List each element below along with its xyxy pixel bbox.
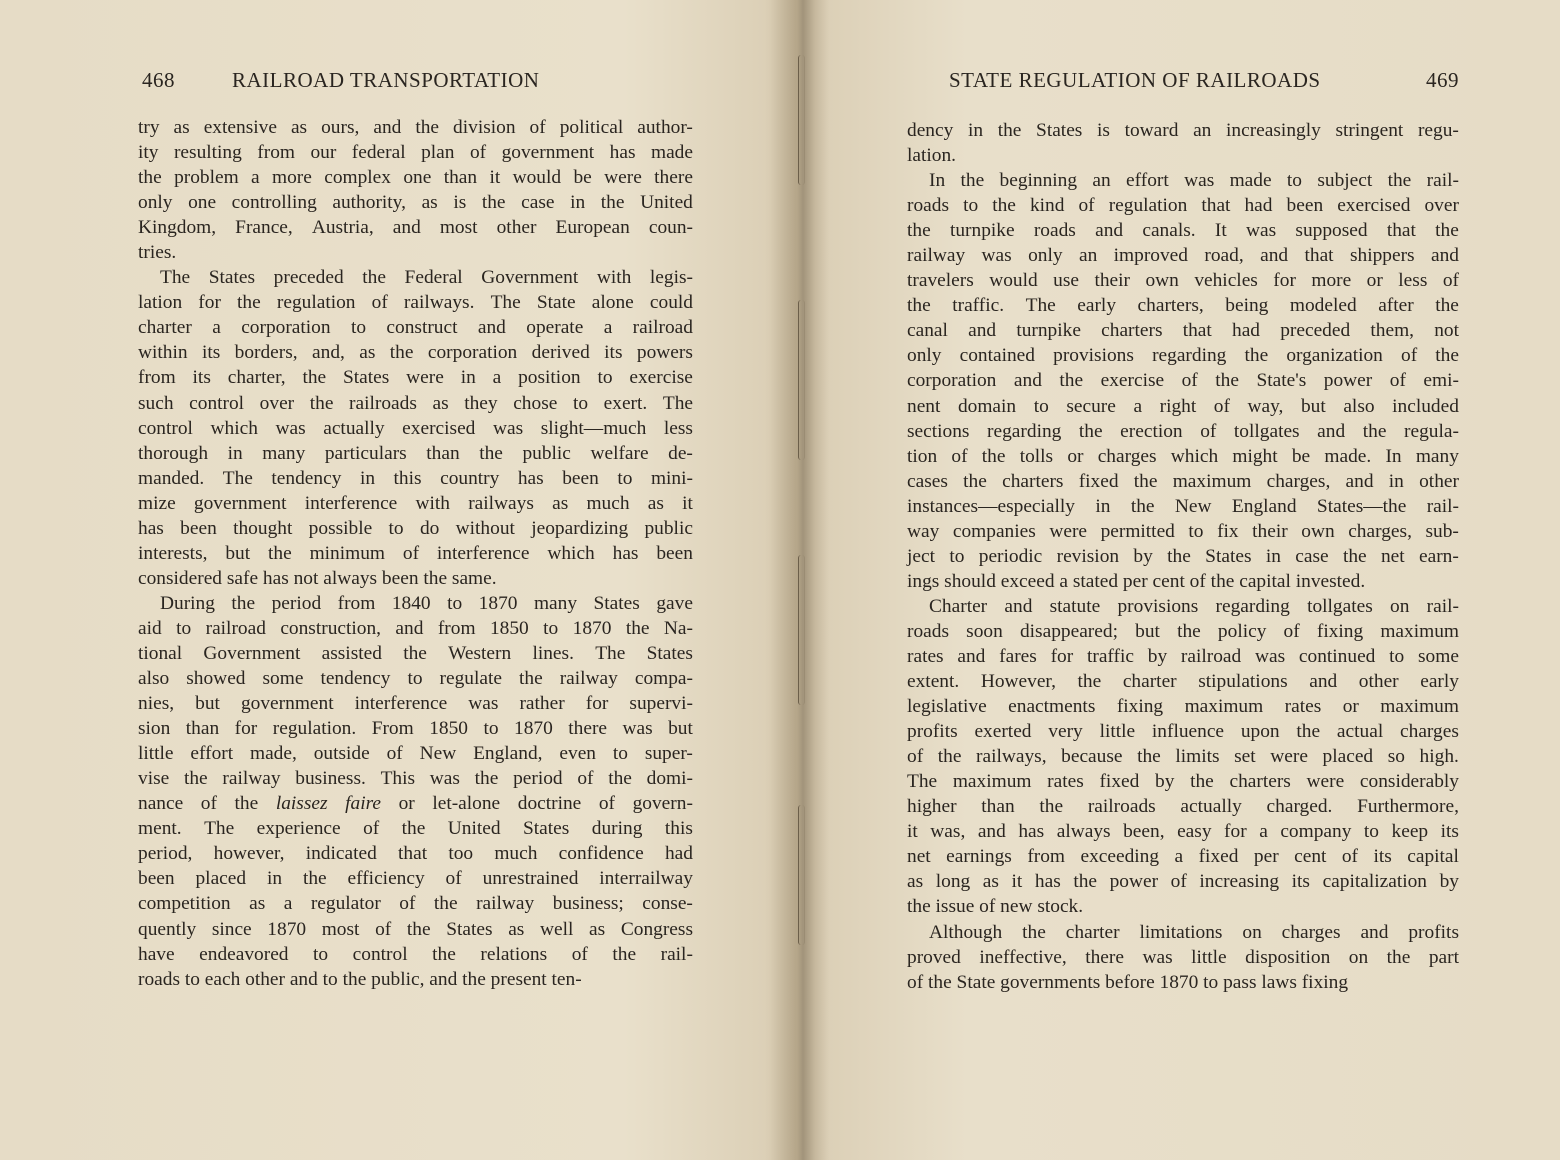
text-line: mize government interference with railways as much as it <box>138 492 693 514</box>
text-line: rates and fares for traffic by railroad was continued to some <box>907 645 1459 667</box>
text-line: sion than for regulation. From 1850 to 1870 there was but <box>138 718 693 740</box>
text-line: During the period from 1840 to 1870 many States gave <box>160 592 693 614</box>
text-line: vise the railway business. This was the period of the domi- <box>138 768 693 790</box>
text-line: roads soon disappeared; but the policy of fixing maximum <box>907 620 1459 642</box>
text-line: higher than the railroads actually charged. Furthermore, <box>907 796 1459 818</box>
text-line: legislative enactments fixing maximum rates or maximum <box>907 696 1459 718</box>
text-line: of the State governments before 1870 to pass laws fixing <box>907 971 1349 993</box>
text-line: The States preceded the Federal Government with legis- <box>160 267 693 289</box>
left-page-header <box>138 68 693 98</box>
text-line: only contained provisions regarding the organization of the <box>907 345 1459 367</box>
text-line: dency in the States is toward an increasingly stringent regu- <box>907 120 1459 141</box>
text-line: the turnpike roads and canals. It was supposed that the <box>907 220 1459 242</box>
right-page-header <box>907 68 1459 98</box>
text-line: control which was actually exercised was slight—much less <box>138 417 693 439</box>
text-line: instances—especially in the New England States—the rail- <box>907 495 1459 517</box>
right-page-text <box>907 118 1459 995</box>
text-line: within its borders, and, as the corporation derived its powers <box>138 342 693 364</box>
text-line: also showed some tendency to regulate the railway compa- <box>138 668 693 690</box>
text-line: of the railways, because the limits set were placed so high. <box>907 746 1459 768</box>
text-line: nance of the laissez faire or let-alone doctrine of govern- <box>138 793 693 815</box>
text-line: nies, but government interference was rather for supervi- <box>138 693 693 715</box>
text-line: travelers would use their own vehicles for more or less of <box>907 270 1459 292</box>
page-number: 468 <box>142 68 175 92</box>
text-line: charter a corporation to construct and operate a railroad <box>138 317 693 339</box>
text-line: roads to each other and to the public, and the present ten- <box>138 968 582 990</box>
text-line: the issue of new stock. <box>907 896 1084 918</box>
text-line: only one controlling authority, as is the case in the United <box>138 192 693 214</box>
text-line: ity resulting from our federal plan of government has made <box>138 142 693 164</box>
text-line: In the beginning an effort was made to subject the rail- <box>929 170 1459 192</box>
text-line: try as extensive as ours, and the division of political author- <box>138 117 693 138</box>
text-line: thorough in many particulars than the public welfare de- <box>138 442 693 464</box>
text-line: been placed in the efficiency of unrestrained interrailway <box>138 868 693 890</box>
binding-thread <box>798 805 805 945</box>
text-line: has been thought possible to do without jeopardizing public <box>138 517 693 539</box>
binding-thread <box>798 300 805 460</box>
text-line: Although the charter limitations on charges and profits <box>929 921 1459 943</box>
binding-thread <box>798 55 805 185</box>
text-line: net earnings from exceeding a fixed per cent of its capital <box>907 846 1459 868</box>
text-line: it was, and has always been, easy for a company to keep its <box>907 821 1459 843</box>
text-line: interests, but the minimum of interference which has been <box>138 542 693 564</box>
text-line: competition as a regulator of the railway business; conse- <box>138 893 693 915</box>
text-line: lation for the regulation of railways. The State alone could <box>138 292 693 314</box>
text-line: ject to periodic revision by the States in case the net earn- <box>907 545 1459 567</box>
text-line: manded. The tendency in this country has been to mini- <box>138 467 693 489</box>
text-line: have endeavored to control the relations of the rail- <box>138 943 693 965</box>
text-line: corporation and the exercise of the State's power of emi- <box>907 370 1459 392</box>
text-line: nent domain to secure a right of way, but also included <box>907 395 1459 417</box>
text-line: tries. <box>138 242 177 264</box>
text-line: way companies were permitted to fix their own charges, sub- <box>907 520 1459 542</box>
text-line: extent. However, the charter stipulations and other early <box>907 671 1459 693</box>
text-line: little effort made, outside of New England, even to super- <box>138 743 693 765</box>
text-line: the traffic. The early charters, being modeled after the <box>907 295 1459 317</box>
text-line: ment. The experience of the United States during this <box>138 818 693 840</box>
text-line: from its charter, the States were in a position to exercise <box>138 367 693 389</box>
running-head: RAILROAD TRANSPORTATION <box>232 68 540 92</box>
text-line: period, however, indicated that too much confidence had <box>138 843 693 865</box>
text-line: considered safe has not always been the same. <box>138 567 497 589</box>
text-line: such control over the railroads as they chose to exert. The <box>138 392 693 414</box>
text-line: sections regarding the erection of tollgates and the regula- <box>907 420 1459 442</box>
text-line: cases the charters fixed the maximum charges, and in other <box>907 470 1459 492</box>
text-line: The maximum rates fixed by the charters were considerably <box>907 771 1459 793</box>
left-page <box>138 0 693 1160</box>
text-line: tional Government assisted the Western lines. The States <box>138 642 693 664</box>
text-line: railway was only an improved road, and that shippers and <box>907 245 1459 267</box>
text-line: tion of the tolls or charges which might be made. In many <box>907 445 1459 467</box>
running-head: STATE REGULATION OF RAILROADS <box>949 68 1321 92</box>
text-line: the problem a more complex one than it would be were there <box>138 167 693 189</box>
text-line: Kingdom, France, Austria, and most other European coun- <box>138 217 693 239</box>
text-line: Charter and statute provisions regarding tollgates on rail- <box>929 595 1459 617</box>
text-line: profits exerted very little influence upon the actual charges <box>907 721 1459 743</box>
page-number: 469 <box>1426 68 1459 92</box>
text-line: proved ineffective, there was little disposition on the part <box>907 946 1459 968</box>
text-line: as long as it has the power of increasing its capitalization by <box>907 871 1459 893</box>
text-line: canal and turnpike charters that had preceded them, not <box>907 320 1459 342</box>
left-page-text <box>138 115 693 992</box>
right-page <box>907 0 1459 1160</box>
text-line: quently since 1870 most of the States as well as Congress <box>138 918 693 940</box>
text-line: aid to railroad construction, and from 1850 to 1870 the Na- <box>138 617 693 639</box>
text-line: lation. <box>907 145 957 167</box>
text-line: roads to the kind of regulation that had been exercised over <box>907 195 1459 217</box>
text-line: ings should exceed a stated per cent of the capital invested. <box>907 570 1366 592</box>
binding-thread <box>798 555 805 705</box>
